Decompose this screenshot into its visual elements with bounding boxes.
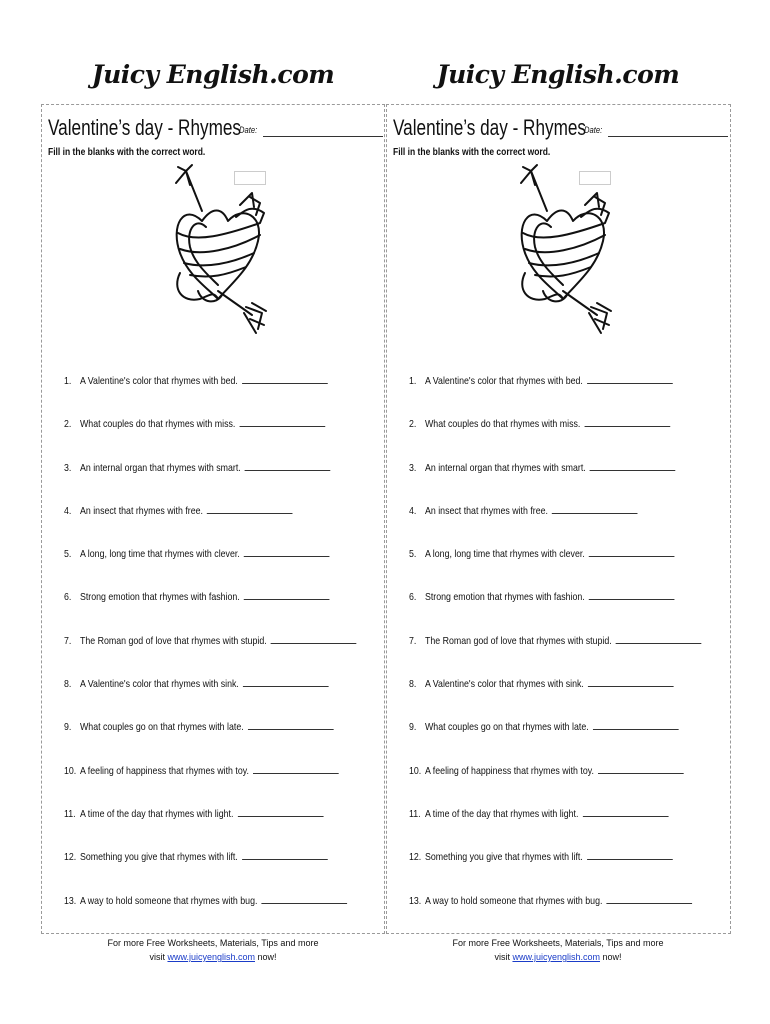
question-item bbox=[64, 462, 331, 505]
answer-blank[interactable] bbox=[593, 729, 679, 730]
question-text: A Valentine's color that rhymes with bed. bbox=[79, 375, 238, 387]
worksheet-title: Valentine’s day - Rhymes bbox=[48, 115, 241, 140]
website-link[interactable]: www.juicyenglish.com bbox=[512, 952, 600, 962]
question-item bbox=[409, 678, 676, 721]
worksheet-sheet bbox=[386, 104, 731, 934]
question-item bbox=[64, 678, 331, 721]
question-text: An insect that rhymes with free. bbox=[79, 504, 204, 517]
question-text: What couples go on that rhymes with late. bbox=[79, 721, 244, 734]
question-item bbox=[409, 808, 676, 851]
question-text: A long, long time that rhymes with clever. bbox=[79, 548, 240, 561]
question-number: 5. bbox=[64, 548, 72, 561]
answer-blank[interactable] bbox=[552, 513, 638, 514]
answer-blank[interactable] bbox=[238, 816, 324, 817]
question-number: 13. bbox=[64, 894, 77, 907]
date-label: Date: bbox=[239, 125, 258, 135]
question-text: A time of the day that rhymes with light. bbox=[79, 807, 234, 820]
question-number: 1. bbox=[64, 375, 72, 387]
answer-blank[interactable] bbox=[244, 556, 330, 557]
answer-blank[interactable] bbox=[262, 903, 348, 904]
answer-blank[interactable] bbox=[584, 426, 670, 427]
question-text: The Roman god of love that rhymes with stupid. bbox=[424, 634, 612, 647]
question-number: 9. bbox=[64, 721, 72, 734]
question-item bbox=[64, 505, 331, 548]
answer-blank[interactable] bbox=[587, 859, 673, 860]
answer-blank[interactable] bbox=[245, 470, 331, 471]
website-link[interactable]: www.juicyenglish.com bbox=[167, 952, 255, 962]
question-number: 10. bbox=[409, 764, 422, 777]
answer-blank[interactable] bbox=[248, 729, 334, 730]
brand-logo: Juicy English.com bbox=[436, 60, 680, 89]
answer-blank[interactable] bbox=[590, 470, 676, 471]
question-list bbox=[409, 375, 727, 938]
question-text: Strong emotion that rhymes with fashion. bbox=[424, 591, 585, 604]
instructions: Fill in the blanks with the correct word. bbox=[393, 147, 551, 158]
question-text: What couples go on that rhymes with late. bbox=[424, 721, 589, 734]
heart-arrow-illustration bbox=[166, 163, 272, 343]
question-text: A Valentine's color that rhymes with sink. bbox=[79, 678, 239, 691]
footer-note bbox=[41, 936, 385, 964]
question-number: 3. bbox=[409, 461, 417, 474]
question-item bbox=[64, 808, 331, 851]
question-item bbox=[409, 721, 676, 764]
question-item bbox=[409, 418, 676, 461]
question-number: 12. bbox=[64, 851, 77, 864]
answer-blank[interactable] bbox=[616, 643, 702, 644]
footer-note bbox=[386, 936, 730, 964]
question-number: 2. bbox=[64, 418, 72, 431]
question-item bbox=[64, 591, 331, 634]
question-number: 6. bbox=[409, 591, 417, 604]
question-number: 13. bbox=[409, 894, 422, 907]
question-text: A long, long time that rhymes with clever. bbox=[424, 548, 585, 561]
question-number: 7. bbox=[409, 634, 417, 647]
worksheet-sheet bbox=[41, 104, 385, 934]
question-number: 3. bbox=[64, 461, 72, 474]
question-number: 2. bbox=[409, 418, 417, 431]
answer-blank[interactable] bbox=[207, 513, 293, 514]
question-number: 4. bbox=[64, 504, 72, 517]
footer-line-2: visit www.juicyenglish.com now! bbox=[494, 952, 622, 962]
question-number: 9. bbox=[409, 721, 417, 734]
heart-arrow-illustration bbox=[511, 163, 617, 343]
date-label: Date: bbox=[584, 125, 603, 135]
question-text: A Valentine's color that rhymes with sink. bbox=[424, 678, 584, 691]
question-text: A feeling of happiness that rhymes with toy. bbox=[424, 764, 594, 777]
question-number: 5. bbox=[409, 548, 417, 561]
answer-blank[interactable] bbox=[242, 383, 328, 384]
question-item bbox=[64, 635, 331, 678]
question-item bbox=[409, 635, 676, 678]
question-text: A Valentine's color that rhymes with bed. bbox=[424, 375, 583, 387]
answer-blank[interactable] bbox=[239, 426, 325, 427]
answer-blank[interactable] bbox=[589, 599, 675, 600]
answer-blank[interactable] bbox=[598, 773, 684, 774]
question-item bbox=[409, 895, 676, 938]
footer-line-2: visit www.juicyenglish.com now! bbox=[149, 952, 277, 962]
question-item bbox=[409, 462, 676, 505]
question-item bbox=[64, 548, 331, 591]
question-text: A time of the day that rhymes with light. bbox=[424, 807, 579, 820]
question-item bbox=[409, 765, 676, 808]
question-number: 7. bbox=[64, 634, 72, 647]
question-number: 12. bbox=[409, 851, 422, 864]
answer-blank[interactable] bbox=[253, 773, 339, 774]
answer-blank[interactable] bbox=[589, 556, 675, 557]
question-item bbox=[409, 851, 676, 894]
answer-blank[interactable] bbox=[271, 643, 357, 644]
date-field[interactable] bbox=[263, 136, 383, 137]
question-number: 1. bbox=[409, 375, 417, 387]
instructions: Fill in the blanks with the correct word. bbox=[48, 147, 206, 158]
question-number: 11. bbox=[64, 807, 76, 820]
answer-blank[interactable] bbox=[243, 686, 329, 687]
question-item bbox=[64, 375, 331, 418]
date-field[interactable] bbox=[608, 136, 728, 137]
answer-blank[interactable] bbox=[588, 686, 674, 687]
question-item bbox=[64, 895, 331, 938]
answer-blank[interactable] bbox=[583, 816, 669, 817]
question-number: 8. bbox=[64, 678, 72, 691]
worksheet-left bbox=[41, 0, 385, 1024]
answer-blank[interactable] bbox=[587, 383, 673, 384]
question-text: The Roman god of love that rhymes with stupid. bbox=[79, 634, 267, 647]
question-item bbox=[64, 418, 331, 461]
answer-blank[interactable] bbox=[242, 859, 328, 860]
question-number: 4. bbox=[409, 504, 417, 517]
question-list bbox=[64, 375, 382, 938]
brand-logo: Juicy English.com bbox=[91, 60, 335, 89]
question-number: 11. bbox=[409, 807, 421, 820]
question-item bbox=[409, 375, 676, 418]
worksheet-title: Valentine’s day - Rhymes bbox=[393, 115, 586, 140]
question-text: Something you give that rhymes with lift. bbox=[424, 851, 583, 864]
footer-line-1: For more Free Worksheets, Materials, Tips and more bbox=[452, 938, 664, 948]
question-number: 10. bbox=[64, 764, 77, 777]
question-text: An internal organ that rhymes with smart. bbox=[424, 461, 586, 474]
footer-line-1: For more Free Worksheets, Materials, Tips and more bbox=[107, 938, 319, 948]
question-number: 6. bbox=[64, 591, 72, 604]
question-text: Strong emotion that rhymes with fashion. bbox=[79, 591, 240, 604]
question-item bbox=[409, 505, 676, 548]
question-text: A way to hold someone that rhymes with bug. bbox=[424, 894, 603, 907]
answer-blank[interactable] bbox=[244, 599, 330, 600]
question-text: A way to hold someone that rhymes with bug. bbox=[79, 894, 258, 907]
question-text: An insect that rhymes with free. bbox=[424, 504, 549, 517]
question-item bbox=[409, 591, 676, 634]
question-item bbox=[64, 721, 331, 764]
question-item bbox=[64, 851, 331, 894]
question-text: Something you give that rhymes with lift. bbox=[79, 851, 238, 864]
question-number: 8. bbox=[409, 678, 417, 691]
question-item bbox=[64, 765, 331, 808]
question-text: What couples do that rhymes with miss. bbox=[79, 418, 236, 431]
answer-blank[interactable] bbox=[607, 903, 693, 904]
worksheet-right bbox=[386, 0, 730, 1024]
question-text: What couples do that rhymes with miss. bbox=[424, 418, 581, 431]
question-text: A feeling of happiness that rhymes with toy. bbox=[79, 764, 249, 777]
question-text: An internal organ that rhymes with smart. bbox=[79, 461, 241, 474]
question-item bbox=[409, 548, 676, 591]
